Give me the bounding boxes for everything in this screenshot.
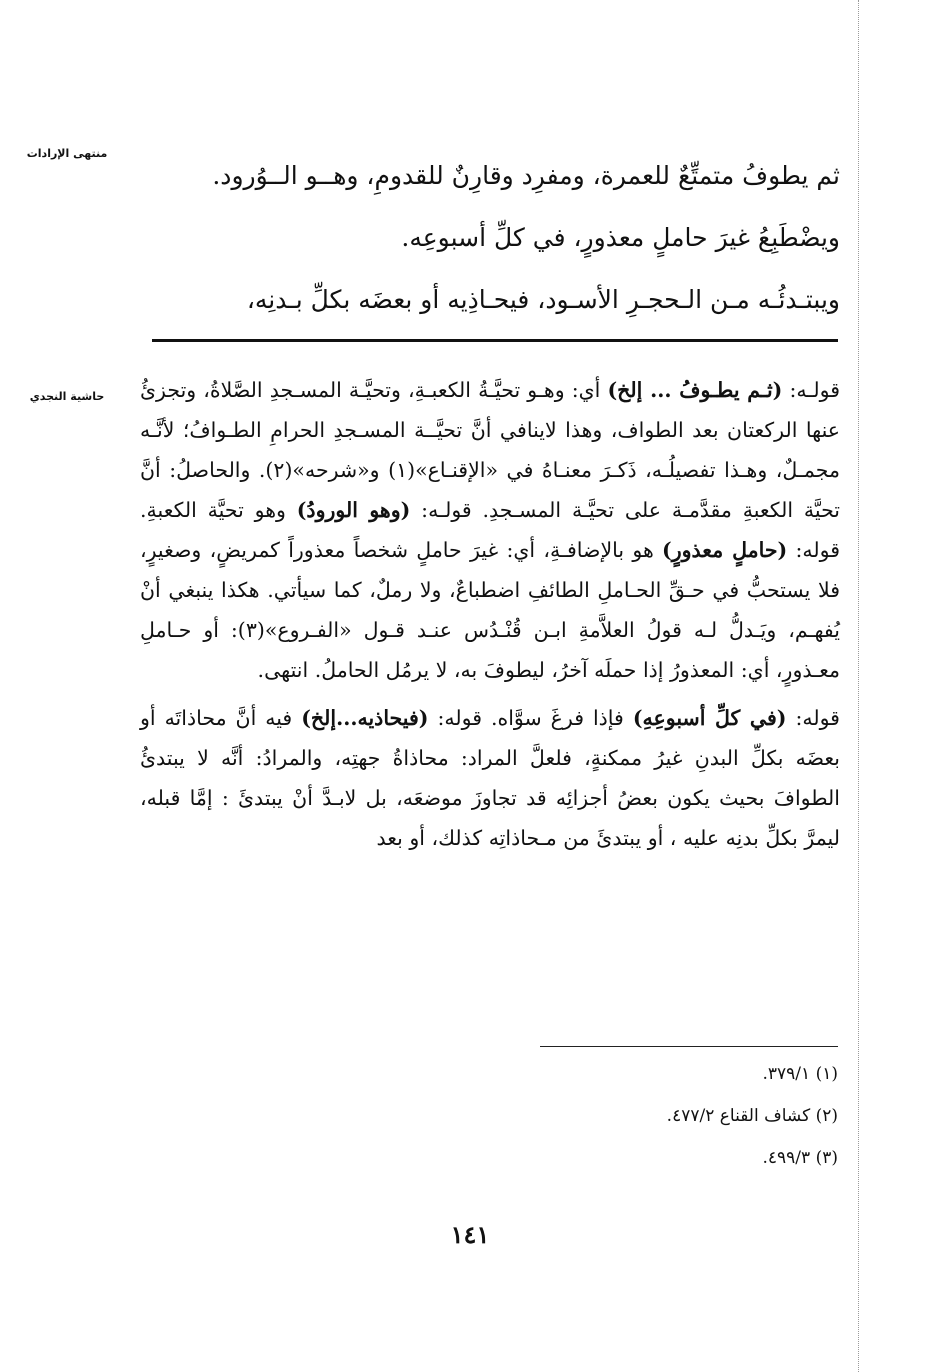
commentary-body: أي: وهـو تحيَّـةُ الكعبـةِ، وتحيَّـة المسـجدِ الصَّلاةُ، وتجزئُ عنها الركعتان بعد الطواف، وهذا لاينافي أنَّ تحيَّــة المسـجدِ الحرامِ الطـوافُ؛ لأنَّـه مجمـلٌ، وهـذا تفصيلُـه، ذَكـرَ معنـاهُ في «الإقنـاع»(١) و«شرحه»(٢). والحاصلُ: أنَّ تحيَّة الكعبةِ مقدَّمـة على تحيَّـة المسـجدِ. قولـه: [140, 378, 841, 522]
commentary-body: فيه أنَّ محاذاتَه أو بعضَه بكلِّ البدنِ غيرُ ممكنةٍ، فلعلَّ المراد: محاذاةُ جهتِه، والمرادُ: أنَّه لا يبتدئُ الطوافَ بحيث يكون بعضُ أجزائِه قد تجاوزَ موضعَه، بل لابـدَّ أنْ يبتدئَ : إمَّا قبله، ليمرَّ بكلِّ بدنِه عليه ، أو يبتدئَ من مـحاذاتِه كذلك، أو بعد [140, 706, 840, 850]
commentary-body: فإذا فرغَ سوَّاه. قوله: [428, 706, 633, 730]
lemma: (وهو الورودُ) [296, 498, 411, 522]
footnote: (٢) كشاف القناع ٤٧٧/٢. [666, 1106, 838, 1126]
lemma: (ثـم يطـوفُ ... إلخ) [607, 378, 783, 402]
footnote-rule [540, 1046, 838, 1047]
commentary-body: وهو تحيَّة الكعبةِ. قوله: [140, 498, 841, 562]
footnotes [500, 1060, 838, 1186]
side-label-book: منتهى الإرادات [26, 147, 108, 160]
side-label-gloss: حاشية النجدي [29, 390, 105, 403]
footnote: (٣) ٤٩٩/٣. [762, 1148, 838, 1168]
lead-prefix: قولـه: [782, 378, 841, 402]
page-number: ١٤١ [450, 1220, 490, 1249]
footnote: (١) ٣٧٩/١. [762, 1064, 838, 1084]
lead-prefix: قوله: [786, 706, 840, 730]
matn-line: ثم يطوفُ متمتِّعٌ للعمرة، ومفرِد وقارِنٌ للقدومِ، وهــو الــوُرود. [212, 161, 840, 190]
commentary-paragraph [140, 698, 840, 858]
lemma: (حاملٍ معذورٍ) [662, 538, 788, 562]
page-edge-dotted-line [858, 0, 859, 1372]
commentary-body: هو بالإضافـةِ، أي: غيرَ حاملٍ شخصاً معذوراً كمريضٍ، وصغيرٍ، فلا يستحبُّ في حـقِّ الحـاملِ الطائفِ اضطباعٌ، ولا رملٌ، كما سيأتي. هكذا ينبغي أنْ يُفهـم، ويَـدلُّ لـه قولُ العلاَّمةِ ابـن قُنْـدُس عنـد قـول «الفـروع»(٣): أو حـاملِ معـذورٍ، أي: المعذورُ إذا حملَه آخرُ، ليطوفَ به، لا يرمُل الحاملُ. انتهى. [140, 538, 840, 682]
lemma: (فيحاذيه...إلخ) [301, 706, 429, 730]
lemma: (في كلِّ أسبوعِهِ) [632, 706, 787, 730]
commentary-text [140, 370, 840, 858]
matn-line: ويبتـدئُـه مـن الـحجـرِ الأسـود، فيحـاذِيه أو بعضَه بكلِّ بـدنِه، [246, 285, 840, 314]
commentary-paragraph [140, 370, 840, 690]
matn-line: ويضْطَبِعُ غيرَ حاملٍ معذورٍ، في كلِّ أسبوعِه. [401, 223, 840, 252]
separator-rule [152, 339, 838, 342]
matn-text [140, 145, 840, 331]
